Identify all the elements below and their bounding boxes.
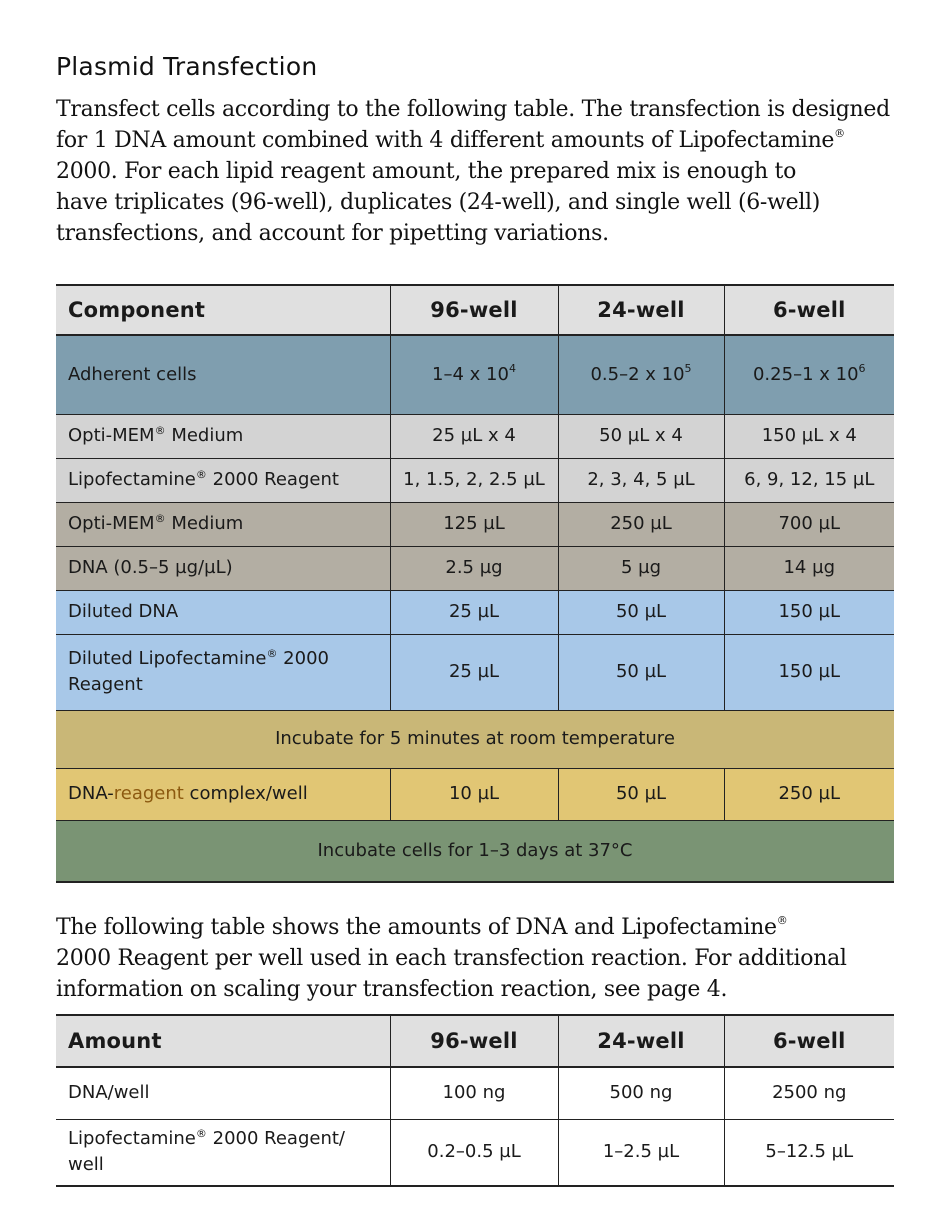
column-header-96-well: 96-well [390,1015,558,1067]
table-body [56,414,894,710]
cell-6-well: 150 µL [724,634,894,710]
table-row-adherent-cells [56,335,894,414]
column-header-96-well: 96-well [390,285,558,335]
cell-96-well: 10 µL [390,768,558,820]
row-label: Lipofectamine® 2000 Reagent [56,458,390,502]
cell-6-well: 2500 ng [724,1067,894,1119]
transfection-table [56,284,894,883]
table-row-incubate-5-min [56,710,894,768]
para2-line-1: The following table shows the amounts of DNA and Lipofectamine [56,915,777,940]
cell-6-well: 5–12.5 µL [724,1119,894,1186]
row-label: Diluted Lipofectamine® 2000 Reagent [56,634,390,710]
row-label: DNA (0.5–5 µg/µL) [56,546,390,590]
column-header-component: Component [56,285,390,335]
para2-line-3: information on scaling your transfection reaction, see page 4. [56,977,728,1002]
column-header-6-well: 6-well [724,285,894,335]
table-row [56,590,894,634]
table-row [56,634,894,710]
cell-6-well: 6, 9, 12, 15 µL [724,458,894,502]
cell-96-well: 25 µL [390,590,558,634]
amount-per-well-table [56,1014,894,1187]
cell-24-well: 50 µL [558,590,724,634]
table-row-complex-per-well [56,768,894,820]
cell-96-well: 25 µL x 4 [390,414,558,458]
table-header-row [56,1015,894,1067]
column-header-6-well: 6-well [724,1015,894,1067]
cell-24-well: 50 µL [558,634,724,710]
intro-line-3: 2000. For each lipid reagent amount, the prepared mix is enough to [56,159,797,184]
cell-96-well: 1, 1.5, 2, 2.5 µL [390,458,558,502]
cell-6-well: 0.25–1 x $10^6$ [724,335,894,414]
table-body [56,1067,894,1186]
table-row [56,1067,894,1119]
cell-96-well: 25 µL [390,634,558,710]
cell-24-well: 50 µL x 4 [558,414,724,458]
cell-6-well: 150 µL x 4 [724,414,894,458]
intro-line-2: for 1 DNA amount combined with 4 different amounts of Lipofectamine [56,128,835,153]
row-label: DNA/well [56,1067,390,1119]
cell-96-well: 0.2–0.5 µL [390,1119,558,1186]
column-header-24-well: 24-well [558,285,724,335]
table-row [56,502,894,546]
cell-6-well: 700 µL [724,502,894,546]
intro-line-5: transfections, and account for pipetting variations. [56,221,609,246]
row-label: Opti-MEM® Medium [56,502,390,546]
table-row [56,458,894,502]
table-row [56,414,894,458]
row-label: Diluted DNA [56,590,390,634]
cell-6-well: 14 µg [724,546,894,590]
table-row [56,1119,894,1186]
cell-24-well: 250 µL [558,502,724,546]
cell-96-well: 2.5 µg [390,546,558,590]
registered-mark: ® [834,127,845,140]
cell-24-well: 1–2.5 µL [558,1119,724,1186]
cell-6-well: 250 µL [724,768,894,820]
intro-line-1: Transfect cells according to the following table. The transfection is designed [56,97,890,122]
cell-24-well: 0.5–2 x $10^5$ [558,335,724,414]
row-label: Adherent cells [56,335,390,414]
scaling-paragraph [56,912,894,1005]
cell-96-well: 1–4 x $10^4$ [390,335,558,414]
cell-24-well: 5 µg [558,546,724,590]
incubation-note: Incubate for 5 minutes at room temperature [56,710,894,768]
cell-6-well: 150 µL [724,590,894,634]
page-title: Plasmid Transfection [56,52,318,81]
intro-line-4: have triplicates (96-well), duplicates (24-well), and single well (6-well) [56,190,821,215]
row-label: Opti-MEM® Medium [56,414,390,458]
row-label: Lipofectamine® 2000 Reagent/ well [56,1119,390,1186]
table-row-incubate-cells [56,820,894,882]
document-page [56,48,894,1187]
row-label: DNA-reagent complex/well [56,768,390,820]
cell-24-well: 500 ng [558,1067,724,1119]
para2-line-2: 2000 Reagent per well used in each transfection reaction. For additional [56,946,847,971]
cell-96-well: 100 ng [390,1067,558,1119]
table-row [56,546,894,590]
incubation-note: Incubate cells for 1–3 days at 37°C [56,820,894,882]
column-header-amount: Amount [56,1015,390,1067]
cell-24-well: 50 µL [558,768,724,820]
column-header-24-well: 24-well [558,1015,724,1067]
intro-paragraph [56,94,894,249]
cell-24-well: 2, 3, 4, 5 µL [558,458,724,502]
cell-96-well: 125 µL [390,502,558,546]
registered-mark: ® [776,914,788,927]
table-header-row [56,285,894,335]
